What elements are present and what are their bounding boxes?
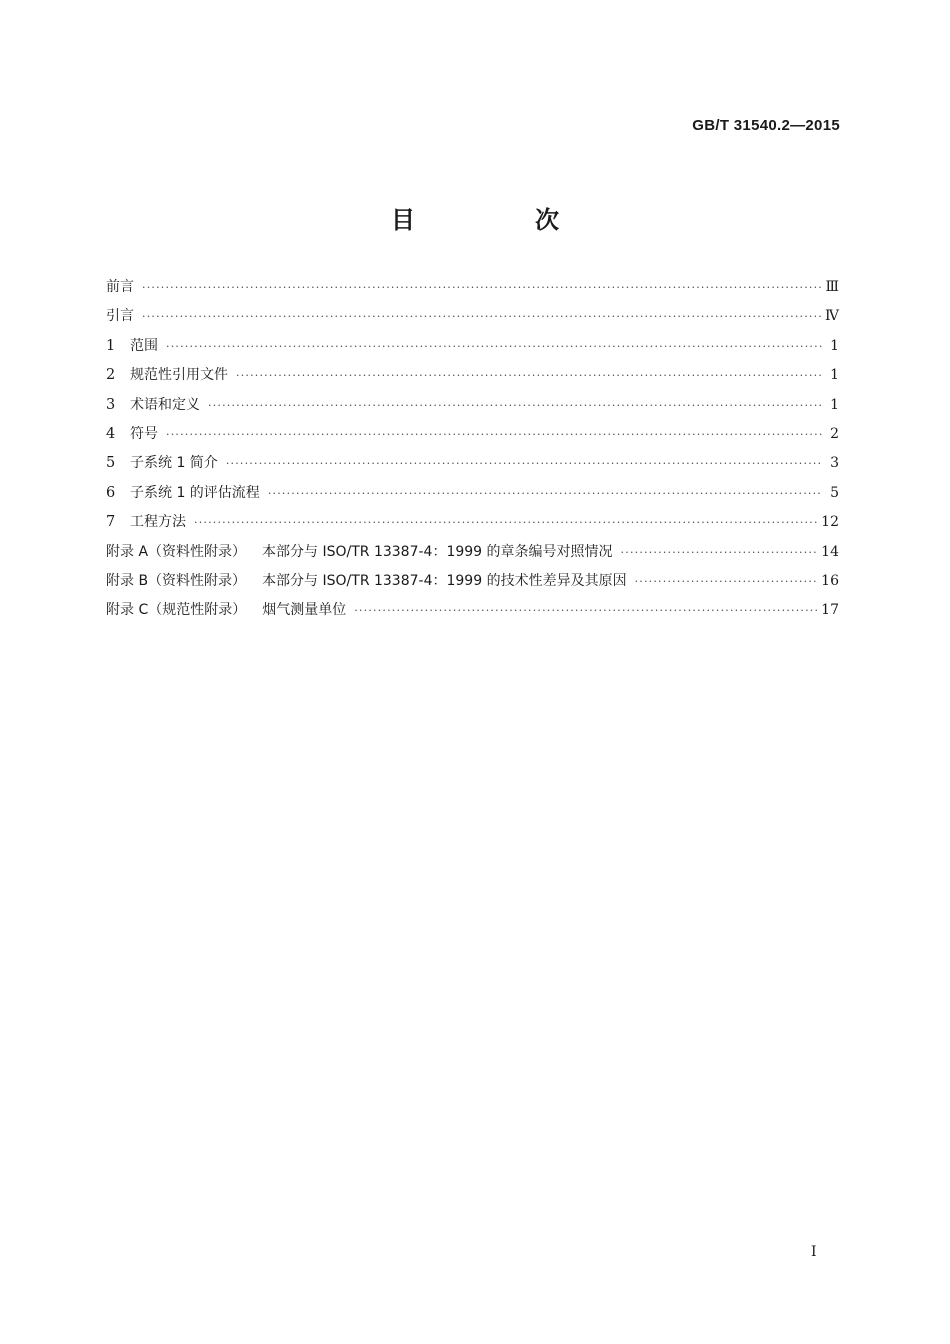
- toc-leader-dots: [142, 281, 821, 294]
- toc-entry-label: [106, 541, 613, 561]
- annex-title: 本部分与 ISO/TR 13387-4：1999 的章条编号对照情况: [262, 543, 613, 560]
- toc-entry-annex-c[interactable]: [106, 599, 839, 628]
- annex-designation: 附录 C（规范性附录）: [106, 602, 247, 619]
- toc-entry-foreword[interactable]: [106, 276, 839, 305]
- page-number: Ⅰ: [811, 1244, 817, 1260]
- standard-code: GB/T 31540.2—2015: [692, 117, 840, 134]
- toc-entry-page: 3: [830, 455, 839, 472]
- toc-entry-page: 12: [821, 514, 839, 531]
- toc-entry-page: 1: [830, 396, 839, 413]
- toc-entry-label: 工程方法: [130, 514, 186, 531]
- toc-entry-normative-references[interactable]: [106, 364, 839, 393]
- toc-entry-page: 16: [821, 572, 839, 589]
- toc-entry-label: 前言: [106, 279, 134, 295]
- toc-leader-dots: [208, 399, 823, 412]
- toc-entry-page: Ⅲ: [825, 279, 839, 295]
- toc-entry-number: 5: [106, 455, 116, 472]
- toc-entry-annex-a[interactable]: [106, 541, 839, 570]
- toc-entry-number: 7: [106, 514, 116, 531]
- annex-title: 烟气测量单位: [262, 602, 347, 619]
- toc-entry-page: 17: [821, 602, 839, 619]
- toc-leader-dots: [635, 575, 818, 588]
- toc-entry-label: 符号: [130, 425, 158, 442]
- toc-leader-dots: [194, 516, 817, 529]
- toc-entry-page: 1: [830, 337, 839, 354]
- toc-entry-number: 3: [106, 396, 116, 413]
- toc-leader-dots: [166, 428, 823, 441]
- toc-leader-dots: [142, 310, 821, 323]
- toc-leader-dots: [166, 340, 823, 353]
- toc-leader-dots: [236, 369, 823, 382]
- toc-entry-scope[interactable]: [106, 335, 839, 364]
- toc-entry-page: 1: [830, 367, 839, 384]
- table-of-contents: [106, 276, 839, 629]
- toc-leader-dots: [268, 487, 823, 500]
- toc-entry-label: 子系统 1 的评估流程: [130, 484, 260, 501]
- toc-entry-label: 引言: [106, 308, 134, 325]
- toc-entry-annex-b[interactable]: [106, 570, 839, 599]
- annex-designation: 附录 B（资料性附录）: [106, 572, 247, 589]
- page-title: 目 次: [391, 206, 607, 234]
- toc-leader-dots: [226, 457, 823, 470]
- toc-leader-dots: [621, 546, 818, 559]
- toc-entry-page: 2: [830, 425, 839, 442]
- toc-entry-page: 5: [830, 484, 839, 501]
- toc-entry-introduction[interactable]: [106, 305, 839, 334]
- toc-entry-number: 4: [106, 425, 116, 442]
- toc-entry-label: 规范性引用文件: [130, 367, 228, 384]
- toc-entry-evaluation-process[interactable]: [106, 482, 839, 511]
- toc-entry-label: [106, 570, 627, 590]
- toc-entry-page: 14: [821, 543, 839, 560]
- toc-leader-dots: [354, 604, 817, 617]
- annex-title: 本部分与 ISO/TR 13387-4：1999 的技术性差异及其原因: [262, 572, 627, 589]
- toc-entry-page: Ⅳ: [825, 308, 839, 325]
- toc-entry-number: 6: [106, 484, 116, 501]
- toc-entry-subsystem-intro[interactable]: [106, 452, 839, 481]
- annex-designation: 附录 A（资料性附录）: [106, 543, 247, 560]
- toc-entry-label: 术语和定义: [130, 396, 200, 413]
- toc-entry-terms-definitions[interactable]: [106, 394, 839, 423]
- toc-entry-engineering-methods[interactable]: [106, 511, 839, 540]
- toc-entry-number: 2: [106, 367, 116, 384]
- toc-entry-symbols[interactable]: [106, 423, 839, 452]
- toc-entry-label: [106, 599, 346, 619]
- toc-entry-label: 范围: [130, 337, 158, 354]
- toc-entry-number: 1: [106, 337, 116, 354]
- toc-entry-label: 子系统 1 简介: [130, 455, 218, 472]
